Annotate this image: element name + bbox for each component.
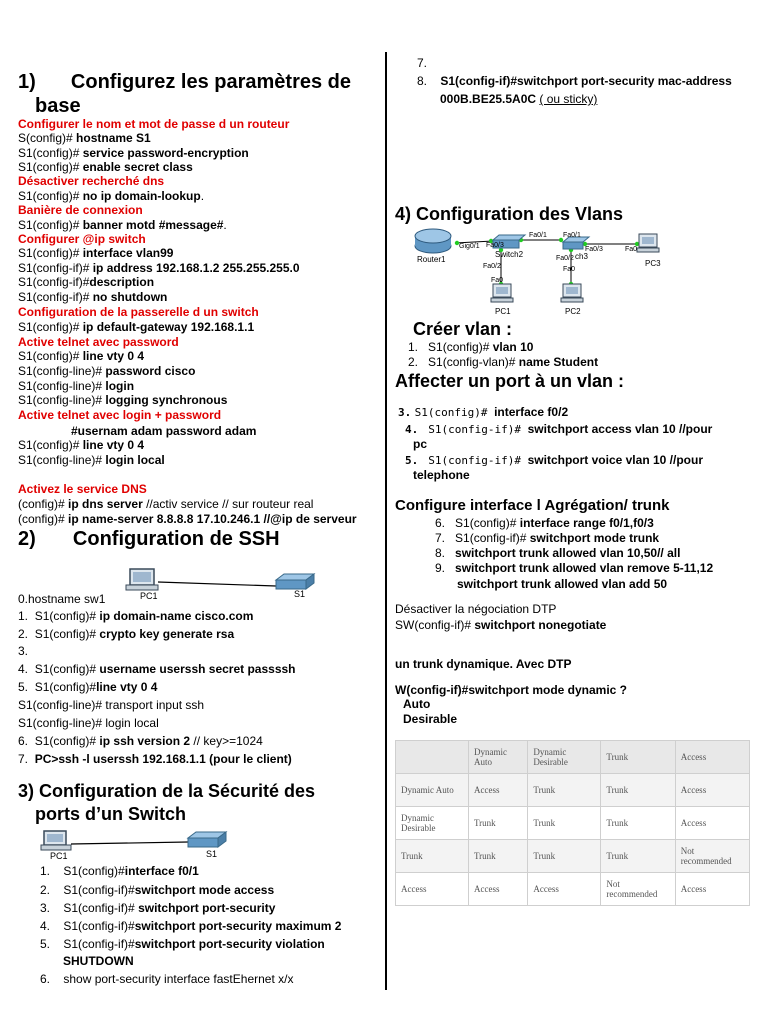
comment: // key>=1024 bbox=[190, 734, 263, 748]
cmd-no-shutdown bbox=[18, 290, 167, 304]
table-cell: Trunk bbox=[469, 840, 528, 873]
vlan-topology-diagram bbox=[413, 226, 703, 318]
step-number: 6. bbox=[435, 516, 446, 530]
trunk-step-6 bbox=[435, 516, 654, 530]
ssh-step-3 bbox=[18, 644, 28, 658]
ssh-transport: S1(config-line)# transport input ssh bbox=[18, 698, 205, 712]
prompt: S1(config)# bbox=[34, 609, 100, 623]
ssh-step-2 bbox=[18, 627, 234, 641]
prompt: S1(config-line)# bbox=[18, 379, 106, 393]
section3-title: 3) Configuration de la Sécurité des bbox=[18, 781, 316, 801]
heading-dns-service: Activez le service DNS bbox=[18, 482, 147, 496]
command: ip ssh version 2 bbox=[99, 734, 191, 748]
pc-icon bbox=[126, 569, 158, 590]
port-label: Fa0/3 bbox=[486, 242, 504, 249]
step-number: 4. bbox=[18, 662, 29, 676]
prompt: S1(config)# bbox=[18, 320, 83, 334]
vlan-step-5-cont: telephone bbox=[413, 468, 470, 482]
ssh-step-4 bbox=[18, 662, 296, 676]
prompt: S1(config)# bbox=[63, 864, 125, 878]
cmd-no-domain-lookup bbox=[18, 189, 204, 203]
step-number: 5. bbox=[405, 454, 419, 467]
heading-router-name: Configurer le nom et mot de passe d un routeur bbox=[18, 117, 290, 131]
heading-gateway: Configuration de la passerelle d un switch bbox=[18, 305, 259, 319]
command: ip default-gateway 192.168.1.1 bbox=[82, 320, 255, 334]
step-number: 2. bbox=[408, 355, 419, 369]
trunk-title: Configure interface l Agrégation/ trunk bbox=[395, 497, 670, 514]
port-label: Fa0/2 bbox=[556, 255, 574, 262]
table-row bbox=[396, 840, 750, 873]
command: service password-encryption bbox=[82, 146, 249, 160]
table-row bbox=[396, 873, 750, 906]
command: name Student bbox=[518, 355, 599, 369]
sec-step-8-cont bbox=[440, 92, 597, 106]
pc1-label: PC1 bbox=[495, 307, 511, 316]
pc2-icon bbox=[561, 284, 583, 302]
prompt: S1(config)# bbox=[34, 734, 100, 748]
cmd-login bbox=[18, 379, 134, 393]
prompt: SW(config-if)# bbox=[395, 618, 475, 632]
prompt: S1(config-line)# bbox=[18, 453, 106, 467]
table-cell: Access bbox=[675, 741, 749, 774]
ssh-step-1 bbox=[18, 609, 253, 623]
prompt: S1(config)# bbox=[18, 146, 83, 160]
table-cell: Dynamic Auto bbox=[396, 774, 469, 807]
vlan-step-4 bbox=[405, 422, 712, 437]
link-status-dots bbox=[455, 238, 639, 286]
section1-title-text: Configurez les paramètres de bbox=[70, 71, 352, 93]
command: switchport access vlan 10 //pour bbox=[527, 422, 713, 436]
prompt: S1(config-if)# bbox=[63, 883, 135, 897]
create-vlan-title: Créer vlan : bbox=[413, 319, 513, 339]
suffix: . bbox=[223, 218, 227, 232]
step-number: 8. bbox=[435, 546, 446, 560]
sec-step-8 bbox=[417, 74, 732, 88]
port-label: Gig0/1 bbox=[459, 243, 480, 250]
prompt: S1(config-if)# bbox=[63, 919, 135, 933]
ssh-step-6 bbox=[18, 734, 263, 748]
step-number: 4. bbox=[405, 423, 419, 436]
table-cell: Dynamic Desirable bbox=[396, 807, 469, 840]
dtp-mode-table bbox=[395, 740, 750, 906]
prompt: S1(config)# bbox=[18, 349, 83, 363]
section1-title bbox=[18, 71, 351, 93]
step-number: 2. bbox=[40, 883, 51, 897]
ssh-hostname: 0.hostname sw1 bbox=[18, 592, 106, 606]
command: ip address 192.168.1.2 255.255.255.0 bbox=[92, 261, 300, 275]
pc-label: PC1 bbox=[50, 851, 68, 861]
command: enable secret class bbox=[82, 160, 193, 174]
prompt: S1(config)# bbox=[18, 438, 83, 452]
prompt: S1(config-line)# bbox=[18, 393, 106, 407]
port-label: Fa0 bbox=[625, 246, 638, 253]
command: switchport port-security bbox=[138, 901, 276, 915]
vlan-step-5 bbox=[405, 453, 703, 468]
assign-port-title: Affecter un port à un vlan : bbox=[395, 371, 625, 391]
prompt: S1(config)# bbox=[455, 516, 520, 530]
dtp-disable-heading: Désactiver la négociation DTP bbox=[395, 602, 557, 616]
table-cell: Access bbox=[396, 873, 469, 906]
dynamic-mode-cmd: W(config-if)#switchport mode dynamic ? bbox=[395, 683, 628, 697]
prompt: S1(config)# bbox=[428, 340, 493, 354]
command: interface range f0/1,f0/3 bbox=[519, 516, 654, 530]
table-cell: Trunk bbox=[601, 774, 675, 807]
section1-number: 1) bbox=[18, 71, 36, 93]
port-label: Fa0/3 bbox=[585, 246, 603, 253]
port-label: Fa0/1 bbox=[529, 232, 547, 239]
table-cell: Not recommended bbox=[675, 840, 749, 873]
table-cell: Access bbox=[469, 873, 528, 906]
dynamic-trunk-heading: un trunk dynamique. Avec DTP bbox=[395, 657, 572, 671]
command: switchport mode access bbox=[134, 883, 275, 897]
command: banner motd #message# bbox=[82, 218, 224, 232]
switch-icon bbox=[276, 574, 314, 589]
switch-label: S1 bbox=[294, 589, 306, 599]
switch-icon bbox=[188, 832, 226, 847]
step-number: 1. bbox=[18, 609, 29, 623]
table-cell bbox=[396, 741, 469, 774]
table-cell: Trunk bbox=[601, 741, 675, 774]
cmd-line-vty-2 bbox=[18, 438, 144, 452]
table-header-row bbox=[396, 741, 750, 774]
prompt: S1(config)# bbox=[34, 662, 100, 676]
step-number: 3. bbox=[40, 901, 51, 915]
sec-step-3 bbox=[40, 901, 275, 915]
cmd-ip-address bbox=[18, 261, 300, 275]
heading-disable-dns: Désactiver recherché dns bbox=[18, 174, 165, 188]
ssh-login-local: S1(config-line)# login local bbox=[18, 716, 159, 730]
port-label: Fa0/1 bbox=[563, 232, 581, 239]
trunk-step-7 bbox=[435, 531, 659, 545]
table-cell: Dynamic Desirable bbox=[528, 741, 601, 774]
prompt: S1(config)# bbox=[18, 189, 83, 203]
table-cell: Not recommended bbox=[601, 873, 675, 906]
vlan-step-4-cont: pc bbox=[413, 437, 428, 451]
dynamic-auto: Auto bbox=[403, 697, 431, 711]
table-cell: Trunk bbox=[528, 774, 601, 807]
command: no ip domain-lookup bbox=[82, 189, 201, 203]
command: switchport mode trunk bbox=[529, 531, 660, 545]
pc-icon bbox=[41, 831, 71, 850]
step-number: 3. bbox=[18, 644, 29, 658]
command: show port-security interface fastEhernet x/x bbox=[63, 972, 294, 986]
pc3-label: PC3 bbox=[645, 259, 661, 268]
pc2-label: PC2 bbox=[565, 307, 581, 316]
table-cell: Trunk bbox=[396, 840, 469, 873]
mac-address: 000B.BE25.5A0C bbox=[440, 92, 537, 106]
prompt: S1(config-if)# bbox=[18, 275, 90, 289]
prompt: S(config)# bbox=[18, 131, 77, 145]
prompt: S1(config)# bbox=[18, 160, 83, 174]
command: ip domain-name cisco.com bbox=[99, 609, 254, 623]
command: login local bbox=[105, 453, 165, 467]
trunk-step-9 bbox=[435, 561, 713, 575]
cmd-interface-vlan99 bbox=[18, 246, 173, 260]
heading-telnet-password: Active telnet avec password bbox=[18, 335, 179, 349]
step-number: 4. bbox=[40, 919, 51, 933]
dynamic-desirable: Desirable bbox=[403, 712, 458, 726]
column-divider bbox=[385, 52, 387, 990]
command: PC>ssh -l userssh 192.168.1.1 (pour le client) bbox=[34, 752, 292, 766]
sec-step-4 bbox=[40, 919, 341, 933]
table-cell: Access bbox=[469, 774, 528, 807]
link-line bbox=[158, 582, 276, 586]
port-label: Fa0/2 bbox=[483, 263, 501, 270]
switch-label: S1 bbox=[206, 849, 218, 859]
prompt: S1(config-line)# bbox=[18, 364, 106, 378]
cmd-logging-sync bbox=[18, 393, 227, 407]
command: vlan 10 bbox=[492, 340, 534, 354]
cmd-hostname bbox=[18, 131, 151, 145]
table-cell: Dynamic Auto bbox=[469, 741, 528, 774]
prompt: S1(config-vlan)# bbox=[428, 355, 519, 369]
table-cell: Access bbox=[675, 807, 749, 840]
section2-number: 2) bbox=[18, 528, 36, 550]
cmd-dns-server bbox=[18, 497, 313, 511]
pc1-icon bbox=[491, 284, 513, 302]
table-row bbox=[396, 774, 750, 807]
table-cell: Trunk bbox=[469, 807, 528, 840]
step-number: 1. bbox=[40, 864, 51, 878]
command: login bbox=[105, 379, 135, 393]
cmd-enable-secret bbox=[18, 160, 193, 174]
table-cell: Access bbox=[675, 873, 749, 906]
command: interface f0/1 bbox=[124, 864, 199, 878]
prompt: (config)# bbox=[18, 497, 69, 511]
section3-title-line2: ports d’un Switch bbox=[35, 804, 186, 824]
pc-label: PC1 bbox=[140, 591, 158, 601]
link-line bbox=[71, 842, 188, 844]
sec-step-6 bbox=[40, 972, 293, 986]
command: S1(config-if)#switchport port-security mac-address bbox=[440, 74, 732, 88]
prompt: (config)# bbox=[18, 512, 69, 526]
table-cell: Trunk bbox=[601, 807, 675, 840]
step-number: 5. bbox=[40, 937, 51, 951]
switch2-label: Switch2 bbox=[495, 250, 524, 259]
command: switchport trunk allowed vlan remove 5-11,12 bbox=[455, 561, 714, 575]
command: crypto key generate rsa bbox=[99, 627, 235, 641]
step-number: 7. bbox=[435, 531, 446, 545]
prompt: S1(config)# bbox=[18, 246, 83, 260]
prompt: S1(config-if)# bbox=[18, 261, 93, 275]
section4-title: 4) Configuration des Vlans bbox=[395, 204, 624, 224]
prompt: S1(config)# bbox=[34, 680, 97, 694]
trunk-step-9-cont: switchport trunk allowed vlan add 50 bbox=[457, 577, 668, 591]
table-cell: Access bbox=[675, 774, 749, 807]
step-number: 5. bbox=[18, 680, 29, 694]
vlan-step-2 bbox=[408, 355, 598, 369]
router-icon bbox=[415, 229, 451, 253]
router-label: Router1 bbox=[417, 255, 446, 264]
vlan-step-3 bbox=[398, 405, 568, 420]
prompt: S1(config-if)# bbox=[428, 454, 528, 467]
trunk-step-8 bbox=[435, 546, 680, 560]
prompt: S1(config-if)# bbox=[428, 423, 528, 436]
command: line vty 0 4 bbox=[82, 349, 145, 363]
ssh-step-5 bbox=[18, 680, 157, 694]
step-number: 2. bbox=[18, 627, 29, 641]
cmd-name-server bbox=[18, 512, 357, 526]
comment: //activ service // sur routeur real bbox=[142, 497, 314, 511]
sec-step-2 bbox=[40, 883, 274, 897]
cmd-service-password bbox=[18, 146, 249, 160]
command: ip dns server bbox=[68, 497, 143, 511]
command: description bbox=[89, 275, 155, 289]
sec-step-1 bbox=[40, 864, 199, 878]
step-number: 8. bbox=[417, 74, 428, 88]
cmd-username-adam: #usernam adam password adam bbox=[71, 424, 257, 438]
prompt: S1(config-if)# bbox=[63, 901, 139, 915]
port-label: Fa0 bbox=[563, 266, 576, 273]
command: line vty 0 4 bbox=[96, 680, 158, 694]
dtp-nonegotiate bbox=[395, 618, 606, 632]
vlan-step-1 bbox=[408, 340, 533, 354]
section1-title-line2: base bbox=[35, 95, 81, 117]
sec-step-5 bbox=[40, 937, 325, 951]
step-number: 6. bbox=[18, 734, 29, 748]
prompt: S1(config)# bbox=[414, 406, 495, 419]
step-number: 6. bbox=[40, 972, 51, 986]
command: password cisco bbox=[105, 364, 196, 378]
command: switchport trunk allowed vlan 10,50// all bbox=[455, 546, 681, 560]
prompt: S1(config)# bbox=[18, 218, 83, 232]
command: switchport port-security maximum 2 bbox=[134, 919, 342, 933]
prompt: S1(config-if)# bbox=[455, 531, 530, 545]
sticky-note: ( ou sticky) bbox=[539, 92, 598, 106]
prompt: S1(config)# bbox=[34, 627, 100, 641]
security-topology-diagram bbox=[38, 828, 238, 862]
table-cell: Trunk bbox=[528, 840, 601, 873]
step-number: 1. bbox=[408, 340, 419, 354]
step-number: 7. bbox=[18, 752, 29, 766]
cmd-description bbox=[18, 275, 154, 289]
suffix: . bbox=[200, 189, 205, 203]
command: switchport voice vlan 10 //pour bbox=[527, 453, 703, 467]
command: ip name-server 8.8.8.8 17.10.246.1 //@ip de serveur bbox=[68, 512, 357, 526]
command: switchport nonegotiate bbox=[474, 618, 607, 632]
cmd-banner-motd bbox=[18, 218, 227, 232]
cmd-password bbox=[18, 364, 195, 378]
port-label: Fa0 bbox=[491, 277, 504, 284]
switch3-label: ch3 bbox=[575, 252, 588, 261]
command: hostname S1 bbox=[76, 131, 151, 145]
cmd-login-local bbox=[18, 453, 165, 467]
table-cell: Trunk bbox=[528, 807, 601, 840]
table-cell: Trunk bbox=[601, 840, 675, 873]
sec-step-7: 7. bbox=[417, 56, 428, 70]
command: username userssh secret passssh bbox=[99, 662, 296, 676]
pc3-icon bbox=[637, 234, 659, 252]
heading-switch-ip: Configurer @ip switch bbox=[18, 232, 146, 246]
table-cell: Access bbox=[528, 873, 601, 906]
cmd-default-gateway bbox=[18, 320, 254, 334]
prompt: S1(config-if)# bbox=[18, 290, 93, 304]
command: line vty 0 4 bbox=[82, 438, 145, 452]
command: no shutdown bbox=[92, 290, 168, 304]
heading-banner: Banière de connexion bbox=[18, 203, 143, 217]
step-number: 9. bbox=[435, 561, 446, 575]
ssh-step-7 bbox=[18, 752, 292, 766]
table-row bbox=[396, 807, 750, 840]
section2-title bbox=[18, 528, 280, 550]
heading-telnet-login: Active telnet avec login + password bbox=[18, 408, 222, 422]
sec-step-5-cont: SHUTDOWN bbox=[63, 954, 134, 968]
command: interface vlan99 bbox=[82, 246, 174, 260]
step-number: 3. bbox=[398, 406, 412, 419]
section2-title-text: Configuration de SSH bbox=[72, 528, 280, 550]
command: switchport port-security violation bbox=[134, 937, 325, 951]
command: logging synchronous bbox=[105, 393, 228, 407]
command: interface f0/2 bbox=[494, 405, 569, 419]
cmd-line-vty bbox=[18, 349, 144, 363]
ssh-topology-diagram bbox=[118, 566, 328, 602]
prompt: S1(config-if)# bbox=[63, 937, 135, 951]
